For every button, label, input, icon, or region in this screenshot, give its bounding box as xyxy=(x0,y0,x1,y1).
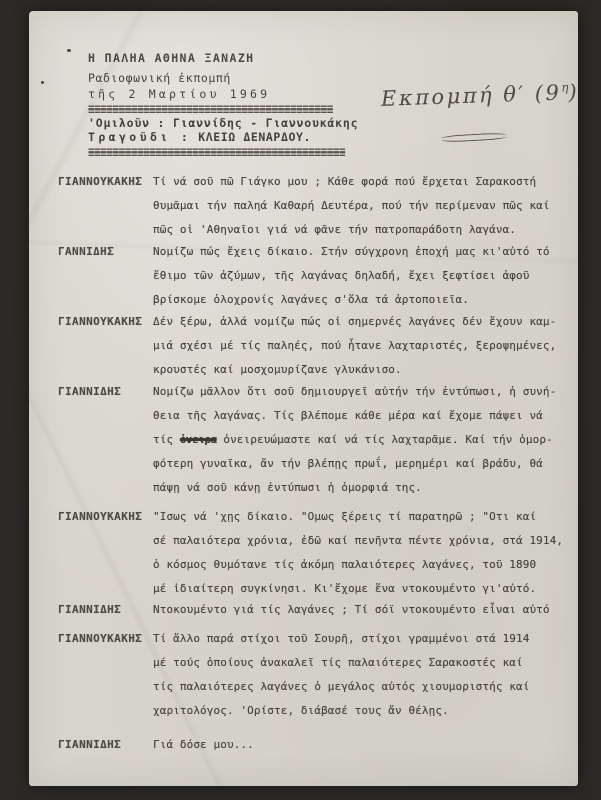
typed-divider: ========================================== xyxy=(88,143,346,158)
dialogue-text xyxy=(153,733,573,757)
speaker-label: ΓΙΑΝΝΙΔΗΣ xyxy=(58,385,122,398)
speaker-label: ΓΙΑΝΝΙΔΗΣ xyxy=(58,738,122,751)
paper-speck xyxy=(67,49,71,52)
dialogue-text xyxy=(153,170,573,242)
dialogue-line: "Ισως νά 'χῃς δίκαιο. "Ομως ξέρεις τί παρατηρῶ ; "Οτι καί xyxy=(153,510,537,523)
dialogue-text xyxy=(153,380,573,500)
dialogue-entry xyxy=(58,380,573,500)
paper-speck xyxy=(41,81,44,84)
line-segment: ὀνειρευώμαστε καί νά τίς λαχταρᾶμε. Καί τήν ὀμορ- xyxy=(216,433,553,446)
dialogue-entry xyxy=(58,627,573,723)
dialogue-line: φότερη γυναῖκα, ἄν τήν βλέπῃς πρωΐ, μερημέρι καί βράδυ, θά xyxy=(153,457,543,470)
dialogue-line: θυμᾶμαι τήν παληά Καθαρή Δευτέρα, πού τήν περίμεναν πῶς καί xyxy=(153,199,550,212)
dialogue-text xyxy=(153,627,573,723)
dialogue-line: τίς παλαιότερες λαγάνες ὁ μεγάλος αὐτός χιουμοριστής καί xyxy=(153,680,530,693)
dialogue-line: βρίσκομε ὁλοχρονίς λαγάνες σ'ὅλα τά ἀρτοποιεῖα. xyxy=(153,293,469,306)
typed-divider: ======================================== xyxy=(88,100,333,115)
dialogue-entry xyxy=(58,310,573,382)
speaker-label: ΓΙΑΝΝΙΔΗΣ xyxy=(58,603,122,616)
struck-out-word: ὀνειρα xyxy=(179,433,217,446)
dialogue-line: Τί νά σοῦ πῶ Γιάγκο μου ; Κάθε φορά πού ἔρχεται Σαρακοστή xyxy=(153,175,537,188)
dialogue-text xyxy=(153,240,573,312)
dialogue-text xyxy=(153,505,573,601)
dialogue-line: κρουστές καί μοσχομυρίζανε γλυκάνισο. xyxy=(153,363,402,376)
dialogue-entry xyxy=(58,598,573,622)
note-text: ) xyxy=(568,79,580,105)
speaker-label: ΓΙΑΝΝΟΥΚΑΚΗΣ xyxy=(58,315,143,328)
dialogue-line: πῶς οἱ 'Αθηναῖοι γιά νά φᾶνε τήν πατροπαράδοτη λαγάνα. xyxy=(153,223,517,236)
dialogue-text xyxy=(153,310,573,382)
song-line xyxy=(88,130,311,144)
speaker-label: ΓΙΑΝΝΟΥΚΑΚΗΣ xyxy=(58,175,143,188)
typewritten-page xyxy=(29,11,578,786)
dialogue-entry xyxy=(58,170,573,242)
dialogue-line: Νομίζω μᾶλλον ὅτι σοῦ δημιουργεῖ αὐτήν τήν ἐντύπωσι, ἡ συνή- xyxy=(153,385,557,398)
document-title: Η ΠΑΛΗΑ ΑΘΗΝΑ ΞΑΝΑΖΗ xyxy=(88,51,255,65)
dialogue-text xyxy=(153,598,573,622)
dialogue-entry xyxy=(58,240,573,312)
document-subtitle: Ραδιοφωνική ἐκπομπή xyxy=(88,71,231,85)
cast-line: 'Ομιλοῦν : Γιαννίδης - Γιαννουκάκης xyxy=(88,116,359,130)
dialogue-line: ὁ κόσμος θυμότανε τίς ἀκόμη παλαιότερες λαγάνες, τοῦ 1890 xyxy=(153,558,537,571)
speaker-label: ΓΙΑΝΝΟΥΚΑΚΗΣ xyxy=(58,632,143,645)
dialogue-line: Γιά δόσε μου... xyxy=(153,738,254,751)
dialogue-entry xyxy=(58,733,573,757)
handwritten-note xyxy=(381,79,601,111)
handwritten-double-underline xyxy=(441,132,507,142)
dialogue-line-with-strikeout xyxy=(153,428,573,452)
dialogue-line: Ντοκουμέντο γιά τίς λαγάνες ; Τί σόϊ ντοκουμέντο εἶναι αὐτό xyxy=(153,603,550,616)
document-date: τῆς 2 Μαρτίου 1969 xyxy=(88,87,271,101)
dialogue-line: ἔθιμο τῶν ἀζύμων, τῆς λαγάνας δηλαδή, ἔχει ξεφτίσει ἀφοῦ xyxy=(153,269,530,282)
dialogue-line: μέ τούς ὁποίους ἀνακαλεῖ τίς παλαιότερες Σαρακοστές καί xyxy=(153,656,523,669)
note-text: Εκπομπή θ′ (9 xyxy=(380,80,562,111)
song-singer: ΚΛΕΙΩ ΔΕΝΑΡΔΟΥ. xyxy=(198,130,312,144)
dialogue-entry xyxy=(58,505,573,601)
dialogue-line: μιά σχέσι μέ τίς παληές, πού ἦτανε λαχταριστές, ξεροψημένες, xyxy=(153,339,557,352)
dialogue-line: Τί ἄλλο παρά στίχοι τοῦ Σουρῆ, στίχοι γραμμένοι στά 1914 xyxy=(153,632,530,645)
note-superscript: η xyxy=(560,80,569,95)
dialogue-line: Νομίζω πώς ἔχεις δίκαιο. Στήν σύγχρονη ἐποχή μας κι'αὐτό τό xyxy=(153,245,550,258)
dialogue-line: θεια τῆς λαγάνας. Τίς βλέπομε κάθε μέρα καί ἔχομε πάψει νά xyxy=(153,409,543,422)
line-segment: τίς xyxy=(153,433,180,446)
speaker-label: ΓΑΝΝΙΔΗΣ xyxy=(58,245,115,258)
dialogue-line: σέ παλαιότερα χρόνια, ἐδῶ καί πενῆντα πέντε χρόνια, στά 1914, xyxy=(153,534,564,547)
speaker-label: ΓΙΑΝΝΟΥΚΑΚΗΣ xyxy=(58,510,143,523)
dialogue-line: πάψῃ νά σοῦ κάνῃ ἐντύπωσι ἡ ὀμορφιά της. xyxy=(153,481,422,494)
song-label: Τραγοῦδι : xyxy=(88,130,192,144)
dialogue-line: Δέν ξέρω, ἀλλά νομίζω πώς οἱ σημερνές λαγάνες δέν ἔχουν καμ- xyxy=(153,315,557,328)
dialogue-line: μέ ἰδιαίτερη συγκίνησι. Κι'ἔχομε ἕνα ντοκουμέντο γι'αὐτό. xyxy=(153,582,537,595)
dialogue-line: χαριτολόγος. 'Ορίστε, διάβασέ τους ἄν θέλῃς. xyxy=(153,704,449,717)
